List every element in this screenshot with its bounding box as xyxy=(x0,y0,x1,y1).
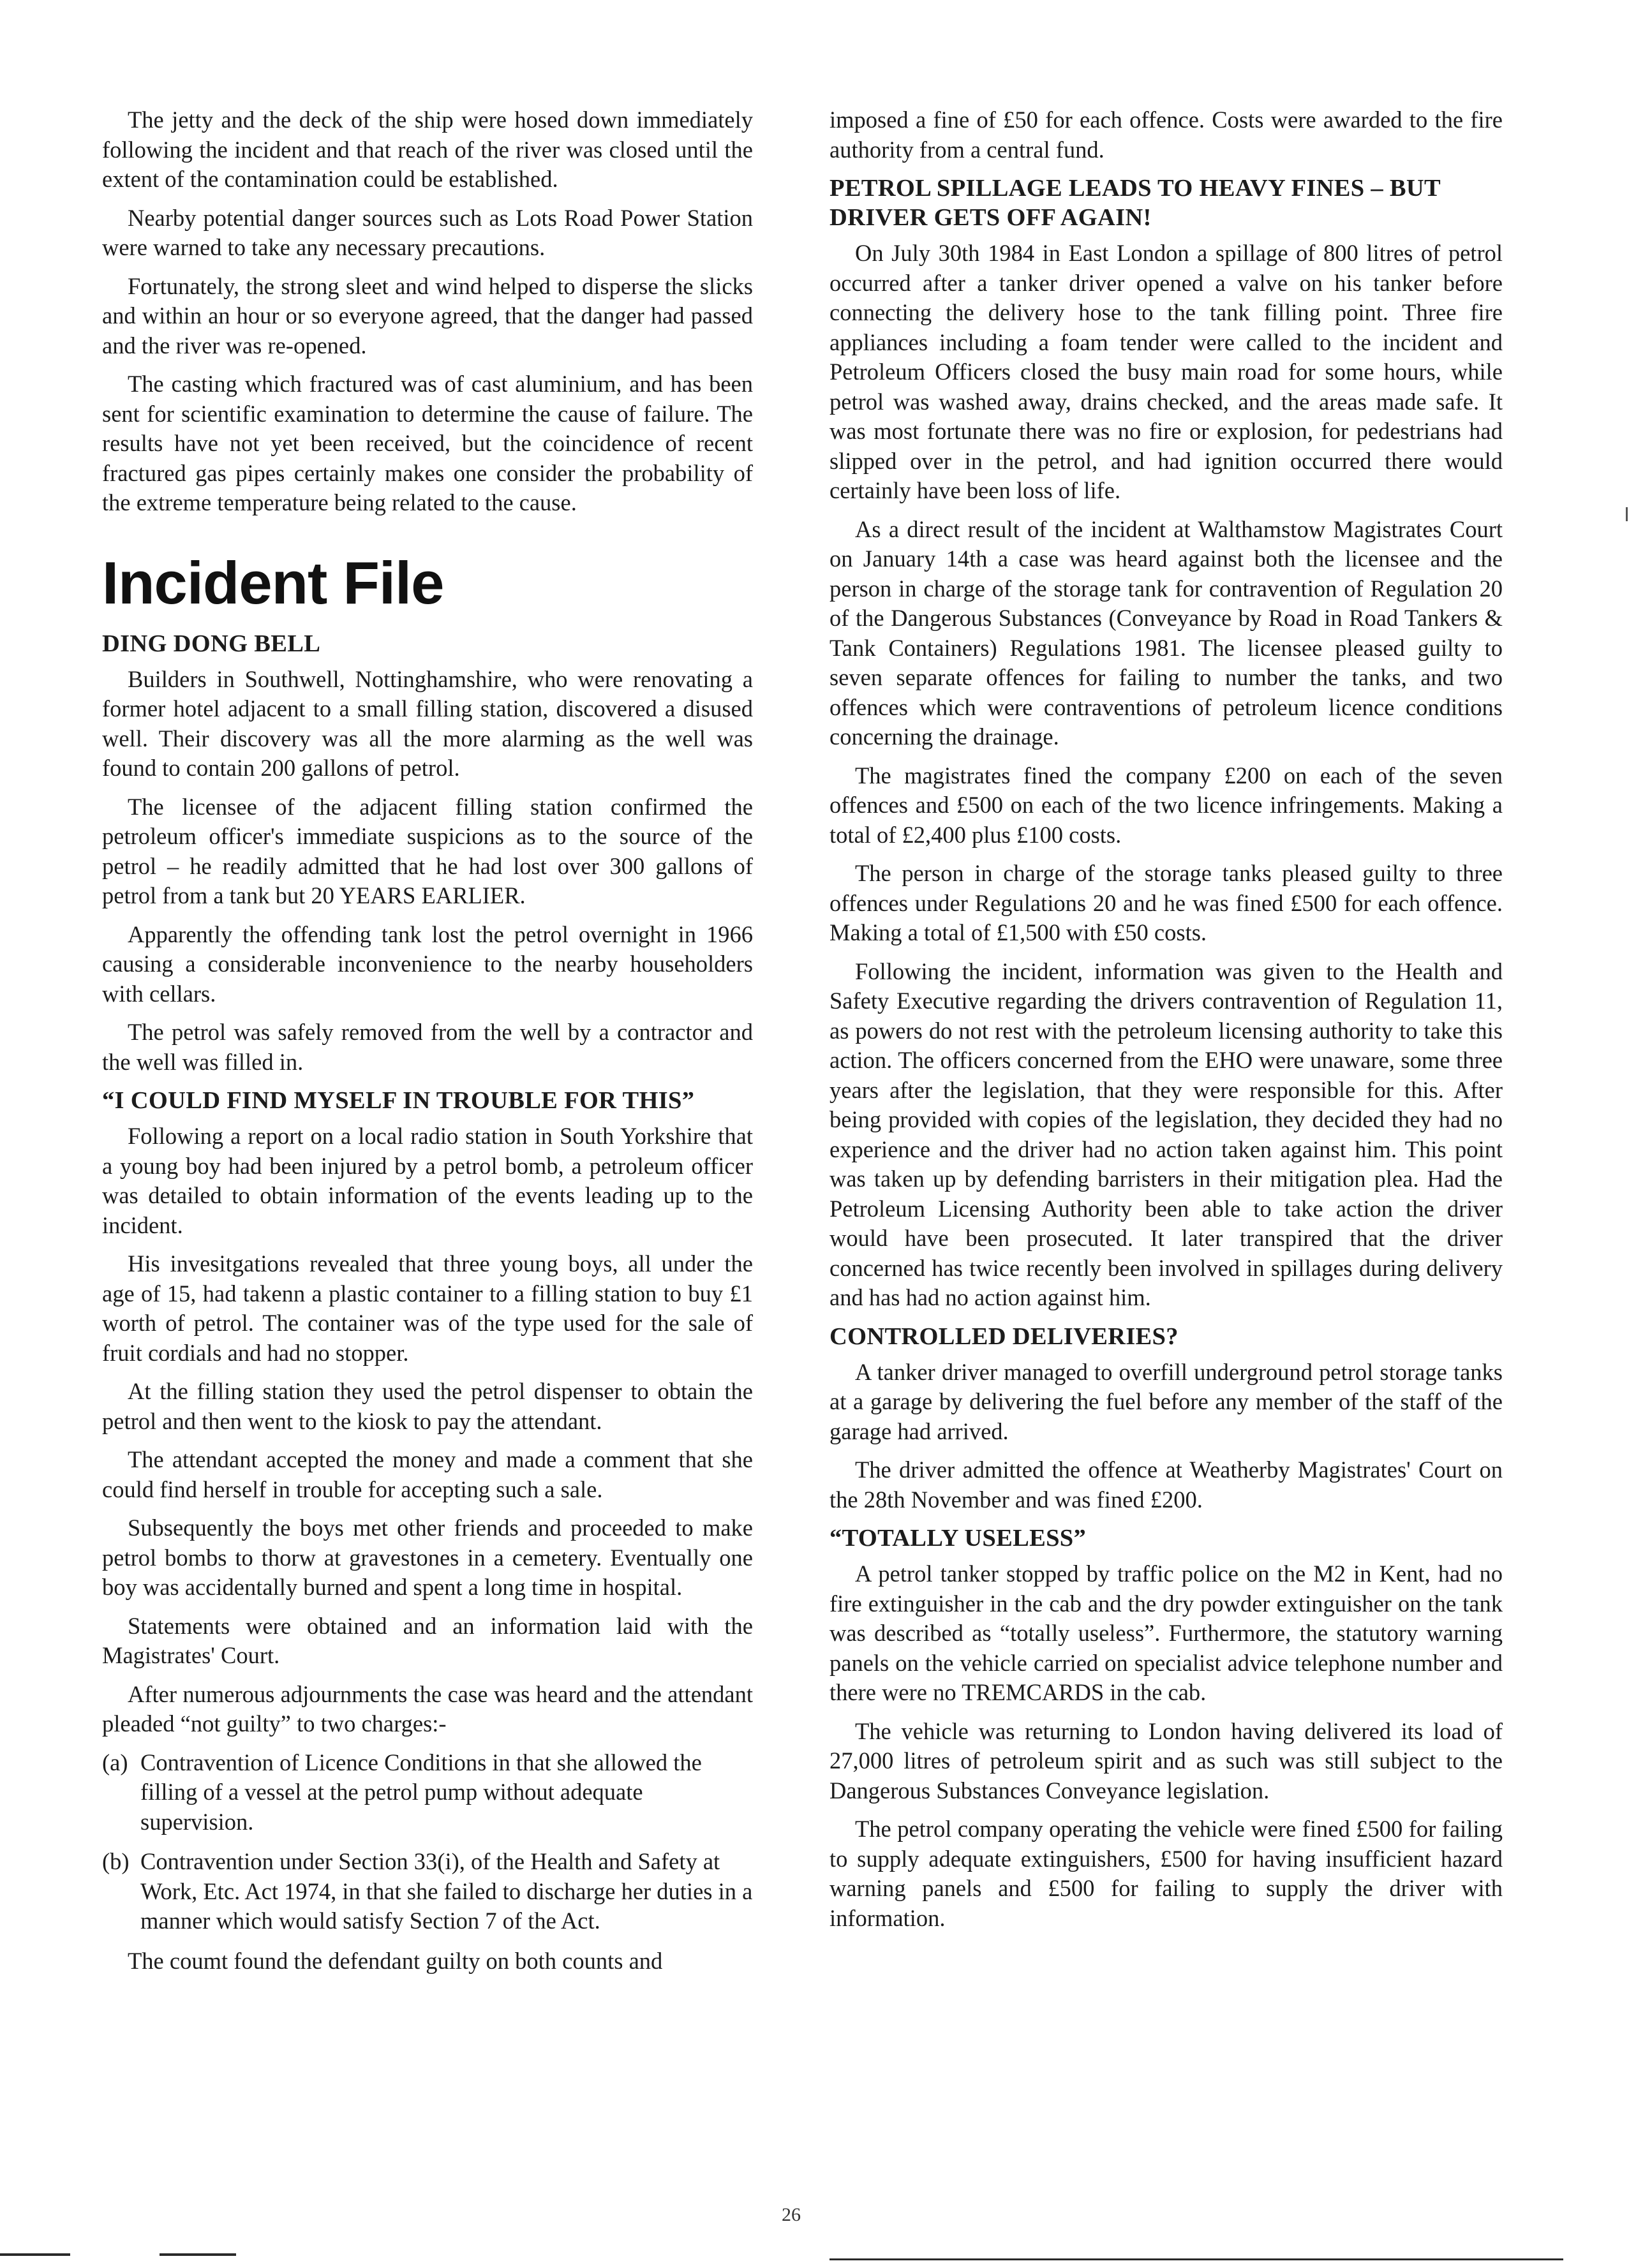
section-title: Incident File xyxy=(102,549,444,616)
body-paragraph: The person in charge of the storage tanks pleased guilty to three offences under Regulations 20 and he was fined £500 for each offence. Making a total of £1,500 with £50 costs. xyxy=(829,860,1503,945)
body-paragraph: At the filling station they used the petrol dispenser to obtain the petrol and then went to the kiosk to pay the attendant. xyxy=(102,1378,753,1434)
body-paragraph: Statements were obtained and an information laid with the Magistrates' Court. xyxy=(102,1612,753,1668)
body-paragraph: The licensee of the adjacent filling station confirmed the petroleum officer's immediate suspicions as to the source of the petrol – he readily admitted that he had lost over 300 gallons of petrol from a tank but 20 YEARS EARLIER. xyxy=(102,793,753,908)
body-paragraph: The vehicle was returning to London having delivered its load of 27,000 litres of petroleum spirit and as such was still subject to the Dangerous Substances Conveyance legislation. xyxy=(829,1717,1503,1804)
charge-list-item xyxy=(102,1847,753,1936)
body-paragraph: Apparently the offending tank lost the petrol overnight in 1966 causing a considerable inconvenience to the nearby householders with cellars. xyxy=(102,921,753,1007)
charge-list-item xyxy=(102,1748,753,1837)
body-paragraph: Following the incident, information was given to the Health and Safety Executive regarding the drivers contravention of Regulation 11, as powers do not rest with the petroleum licensing authority to take this action. The officers concerned from the EHO were unaware, some three years after the legislation, that they were responsible for this. After being provided with copies of the legislation, they decided they had no experience and the driver had no action taken against him. This point was taken up by defending barristers in their mitigation plea. Had the Petroleum Licensing Authority been able to take action the driver would have been prosecuted. It later transpired that the driver concerned has twice recently been involved in spillages during delivery and has had no action against him. xyxy=(829,958,1503,1310)
body-paragraph: Builders in Southwell, Nottinghamshire, who were renovating a former hotel adjacent to a small filling station, discovered a disused well. Their discovery was all the more alarming as the well was found to contain 200 gallons of petrol. xyxy=(102,665,753,781)
article-heading-totally-useless: “TOTALLY USELESS” xyxy=(829,1525,1087,1552)
charge-marker: (b) xyxy=(102,1848,130,1874)
charge-text: Contravention of Licence Conditions in that she allowed the filling of a vessel at the petrol pump without adequate supervision. xyxy=(140,1749,702,1835)
scan-edge-line xyxy=(0,2253,70,2256)
body-paragraph: The petrol company operating the vehicle were fined £500 for failing to supply adequate extinguishers, £500 for having insufficient hazard warning panels and £500 for failing to supply the driver with information. xyxy=(829,1816,1503,1931)
body-paragraph: His invesitgations revealed that three young boys, all under the age of 15, had takenn a plastic container to a filling station to buy £1 worth of petrol. The container was of the type used for the sale of fruit cordials and had no stopper. xyxy=(102,1250,753,1366)
body-paragraph: Following a report on a local radio station in South Yorkshire that a young boy had been injured by a petrol bomb, a petroleum officer was detailed to obtain information of the events leading up to the incident. xyxy=(102,1123,753,1238)
article-heading-controlled-deliveries: CONTROLLED DELIVERIES? xyxy=(829,1323,1179,1350)
body-paragraph: The coumt found the defendant guilty on both counts and xyxy=(128,1947,663,1974)
body-paragraph: The driver admitted the offence at Weatherby Magistrates' Court on the 28th November and was fined £200. xyxy=(829,1456,1503,1513)
body-paragraph: As a direct result of the incident at Walthamstow Magistrates Court on January 14th a case was heard against both the licensee and the person in charge of the storage tank for contravention of Regulation 20 of the Dangerous Substances (Conveyance by Road in Road Tankers & Tank Containers) Regulations 1981. The licensee pleased guilty to seven separate offences for failing to number the tanks, and two offences which were contraventions of petroleum licence conditions concerning the drainage. xyxy=(829,515,1503,750)
right-column xyxy=(829,105,1503,1942)
continuation-paragraph: imposed a fine of £50 for each offence. Costs were awarded to the fire authority from a central fund. xyxy=(829,107,1503,163)
body-paragraph: The magistrates fined the company £200 on each of the seven offences and £500 on each of the two licence infringements. Making a total of £2,400 plus £100 costs. xyxy=(829,762,1503,848)
charge-text: Contravention under Section 33(i), of the Health and Safety at Work, Etc. Act 1974, in that she failed to discharge her duties in a manner which would satisfy Section 7 of the Act. xyxy=(140,1848,753,1934)
body-paragraph: Nearby potential danger sources such as Lots Road Power Station were warned to take any necessary precautions. xyxy=(102,204,753,260)
scan-edge-line xyxy=(829,2258,1563,2260)
article-heading-ding-dong-bell: DING DONG BELL xyxy=(102,630,321,657)
body-paragraph: Subsequently the boys met other friends and proceeded to make petrol bombs to thorw at gravestones in a cemetery. Eventually one boy was accidentally burned and spent a long time in hospital. xyxy=(102,1515,753,1600)
body-paragraph: The jetty and the deck of the ship were hosed down immediately following the incident and that reach of the river was closed until the extent of the contamination could be established. xyxy=(102,107,753,192)
body-paragraph: The petrol was safely removed from the well by a contractor and the well was filled in. xyxy=(102,1019,753,1075)
scan-edge-line xyxy=(160,2253,236,2256)
body-paragraph: The attendant accepted the money and made a comment that she could find herself in trouble for accepting such a sale. xyxy=(102,1446,753,1502)
body-paragraph: Fortunately, the strong sleet and wind helped to disperse the slicks and within an hour or so everyone agreed, that the danger had passed and the river was re-opened. xyxy=(102,272,753,359)
article-heading-petrol-spillage: PETROL SPILLAGE LEADS TO HEAVY FINES – BUT DRIVER GETS OFF AGAIN! xyxy=(829,175,1441,231)
body-paragraph: The casting which fractured was of cast aluminium, and has been sent for scientific examination to determine the cause of failure. The results have not yet been received, but the coincidence of recent fractured gas pipes certainly makes one consider the probability of the extreme temperature being related to the cause. xyxy=(102,371,753,515)
article-heading-trouble: “I COULD FIND MYSELF IN TROUBLE FOR THIS” xyxy=(102,1087,695,1114)
left-column xyxy=(102,105,753,1985)
scan-margin-mark xyxy=(1626,507,1628,521)
body-paragraph: On July 30th 1984 in East London a spillage of 800 litres of petrol occurred after a tanker driver opened a valve on his tanker before connecting the delivery hose to the tank filling point. Three fire appliances including a foam tender were called to the incident and Petroleum Officers closed the busy main road for some hours, while petrol was washed away, drains checked, and the areas made safe. It was most fortunate there was no fire or explosion, for pedestrians had slipped over in the petrol, and had ignition occurred there would certainly have been loss of life. xyxy=(829,240,1503,503)
page-number: 26 xyxy=(782,2204,801,2225)
body-paragraph: After numerous adjournments the case was heard and the attendant pleaded “not guilty” to two charges:- xyxy=(102,1680,753,1737)
body-paragraph: A tanker driver managed to overfill underground petrol storage tanks at a garage by delivering the fuel before any member of the staff of the garage had arrived. xyxy=(829,1358,1503,1444)
body-paragraph: A petrol tanker stopped by traffic police on the M2 in Kent, had no fire extinguisher in the cab and the dry powder extinguisher on the tank was described as “totally useless”. Furthermore, the statutory warning panels on the vehicle carried on specialist advice telephone number and there were no TREMCARDS in the cab. xyxy=(829,1560,1503,1705)
charge-marker: (a) xyxy=(102,1749,128,1775)
